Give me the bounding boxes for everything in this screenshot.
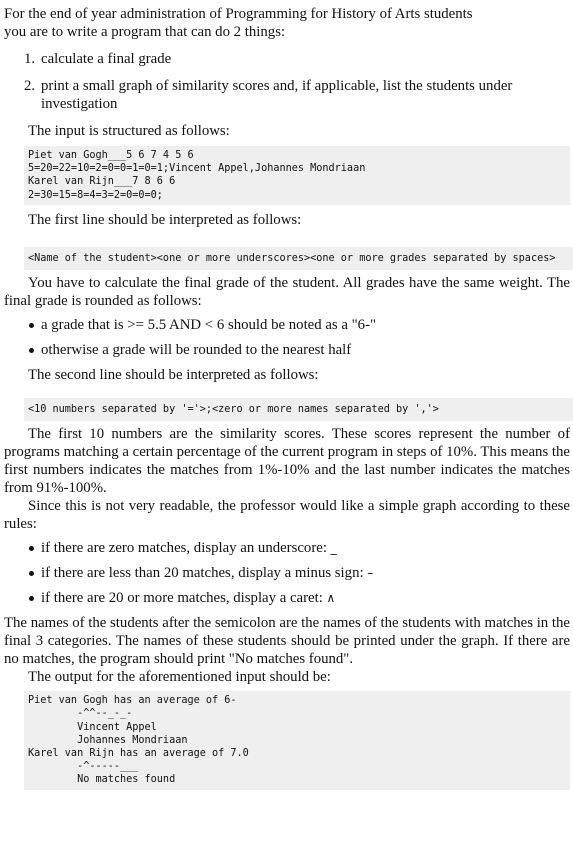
output-code-block: Piet van Gogh has an average of 6- -^^--_-_- Vincent Appel Johannes Mondriaan Karel van Rijn has an average of 7.0 -^-----___ No matches found <box>24 691 570 789</box>
task-number: 1. <box>24 51 36 67</box>
input-code-block: Piet van Gogh___5 6 7 4 5 6 5=20=22=10=2=0=0=1=0=1;Vincent Appel,Johannes Mondriaan Karel van Rijn___7 8 6 6 2=30=15=8=4=3=2=0=0=0; <box>24 146 570 205</box>
grade-rules-list <box>4 316 570 359</box>
intro-line-1: For the end of year administration of Programming for History of Arts students <box>4 6 473 22</box>
intro-line-2: you are to write a program that can do 2 things: <box>4 24 286 40</box>
readable-paragraph: Since this is not very readable, the professor would like a simple graph according to these rules: <box>4 498 570 533</box>
graph-rule-text: if there are zero matches, display an underscore: <box>41 540 331 557</box>
names-paragraph: The names of the students after the semicolon are the names of the students with matches in the final 3 categories. The names of these students should be printed under the graph. If there are no matches, the program should print "No matches found". <box>4 615 570 668</box>
grade-rule-item: a grade that is >= 5.5 AND < 6 should be noted as a "6-" <box>4 316 570 334</box>
graph-rule-text: if there are less than 20 matches, display a minus sign: <box>41 565 368 582</box>
task-number: 2. <box>24 78 36 94</box>
graph-rule-item <box>4 589 570 607</box>
graph-rules-list <box>4 539 570 607</box>
input-intro: The input is structured as follows: <box>28 123 230 139</box>
graph-rule-item <box>4 539 570 557</box>
underscore-symbol: _ <box>330 541 337 556</box>
graph-rule-text: if there are 20 or more matches, display a caret: <box>41 590 327 607</box>
output-intro: The output for the aforementioned input should be: <box>28 669 331 686</box>
similarity-paragraph: The first 10 numbers are the similarity scores. These scores represent the number of programs matching a certain percentage of the current program in steps of 10%. This means the first numbers indicates the matches from 1%-10% and the last number indicates the matches from 91%-100%. <box>4 426 570 497</box>
second-line-format-code: <10 numbers separated by '='>;<zero or more names separated by ','> <box>24 398 573 421</box>
task-text: print a small graph of similarity scores and, if applicable, list the students under investigation <box>41 78 513 112</box>
document-page <box>4 5 570 790</box>
grade-paragraph: You have to calculate the final grade of the student. All grades have the same weight. The final grade is rounded as follows: <box>4 275 570 310</box>
task-item <box>4 50 570 68</box>
first-line-intro: The first line should be interpreted as follows: <box>28 211 302 228</box>
task-item <box>4 77 570 113</box>
graph-rule-item <box>4 564 570 582</box>
minus-symbol: – <box>367 566 374 581</box>
task-text: calculate a final grade <box>41 51 172 67</box>
grade-rule-item: otherwise a grade will be rounded to the nearest half <box>4 341 570 359</box>
first-line-format-code: <Name of the student><one or more underscores><one or more grades separated by spaces> <box>24 247 573 270</box>
caret-symbol: ∧ <box>326 591 336 606</box>
second-line-intro: The second line should be interpreted as follows: <box>28 367 319 384</box>
task-list <box>4 50 570 113</box>
